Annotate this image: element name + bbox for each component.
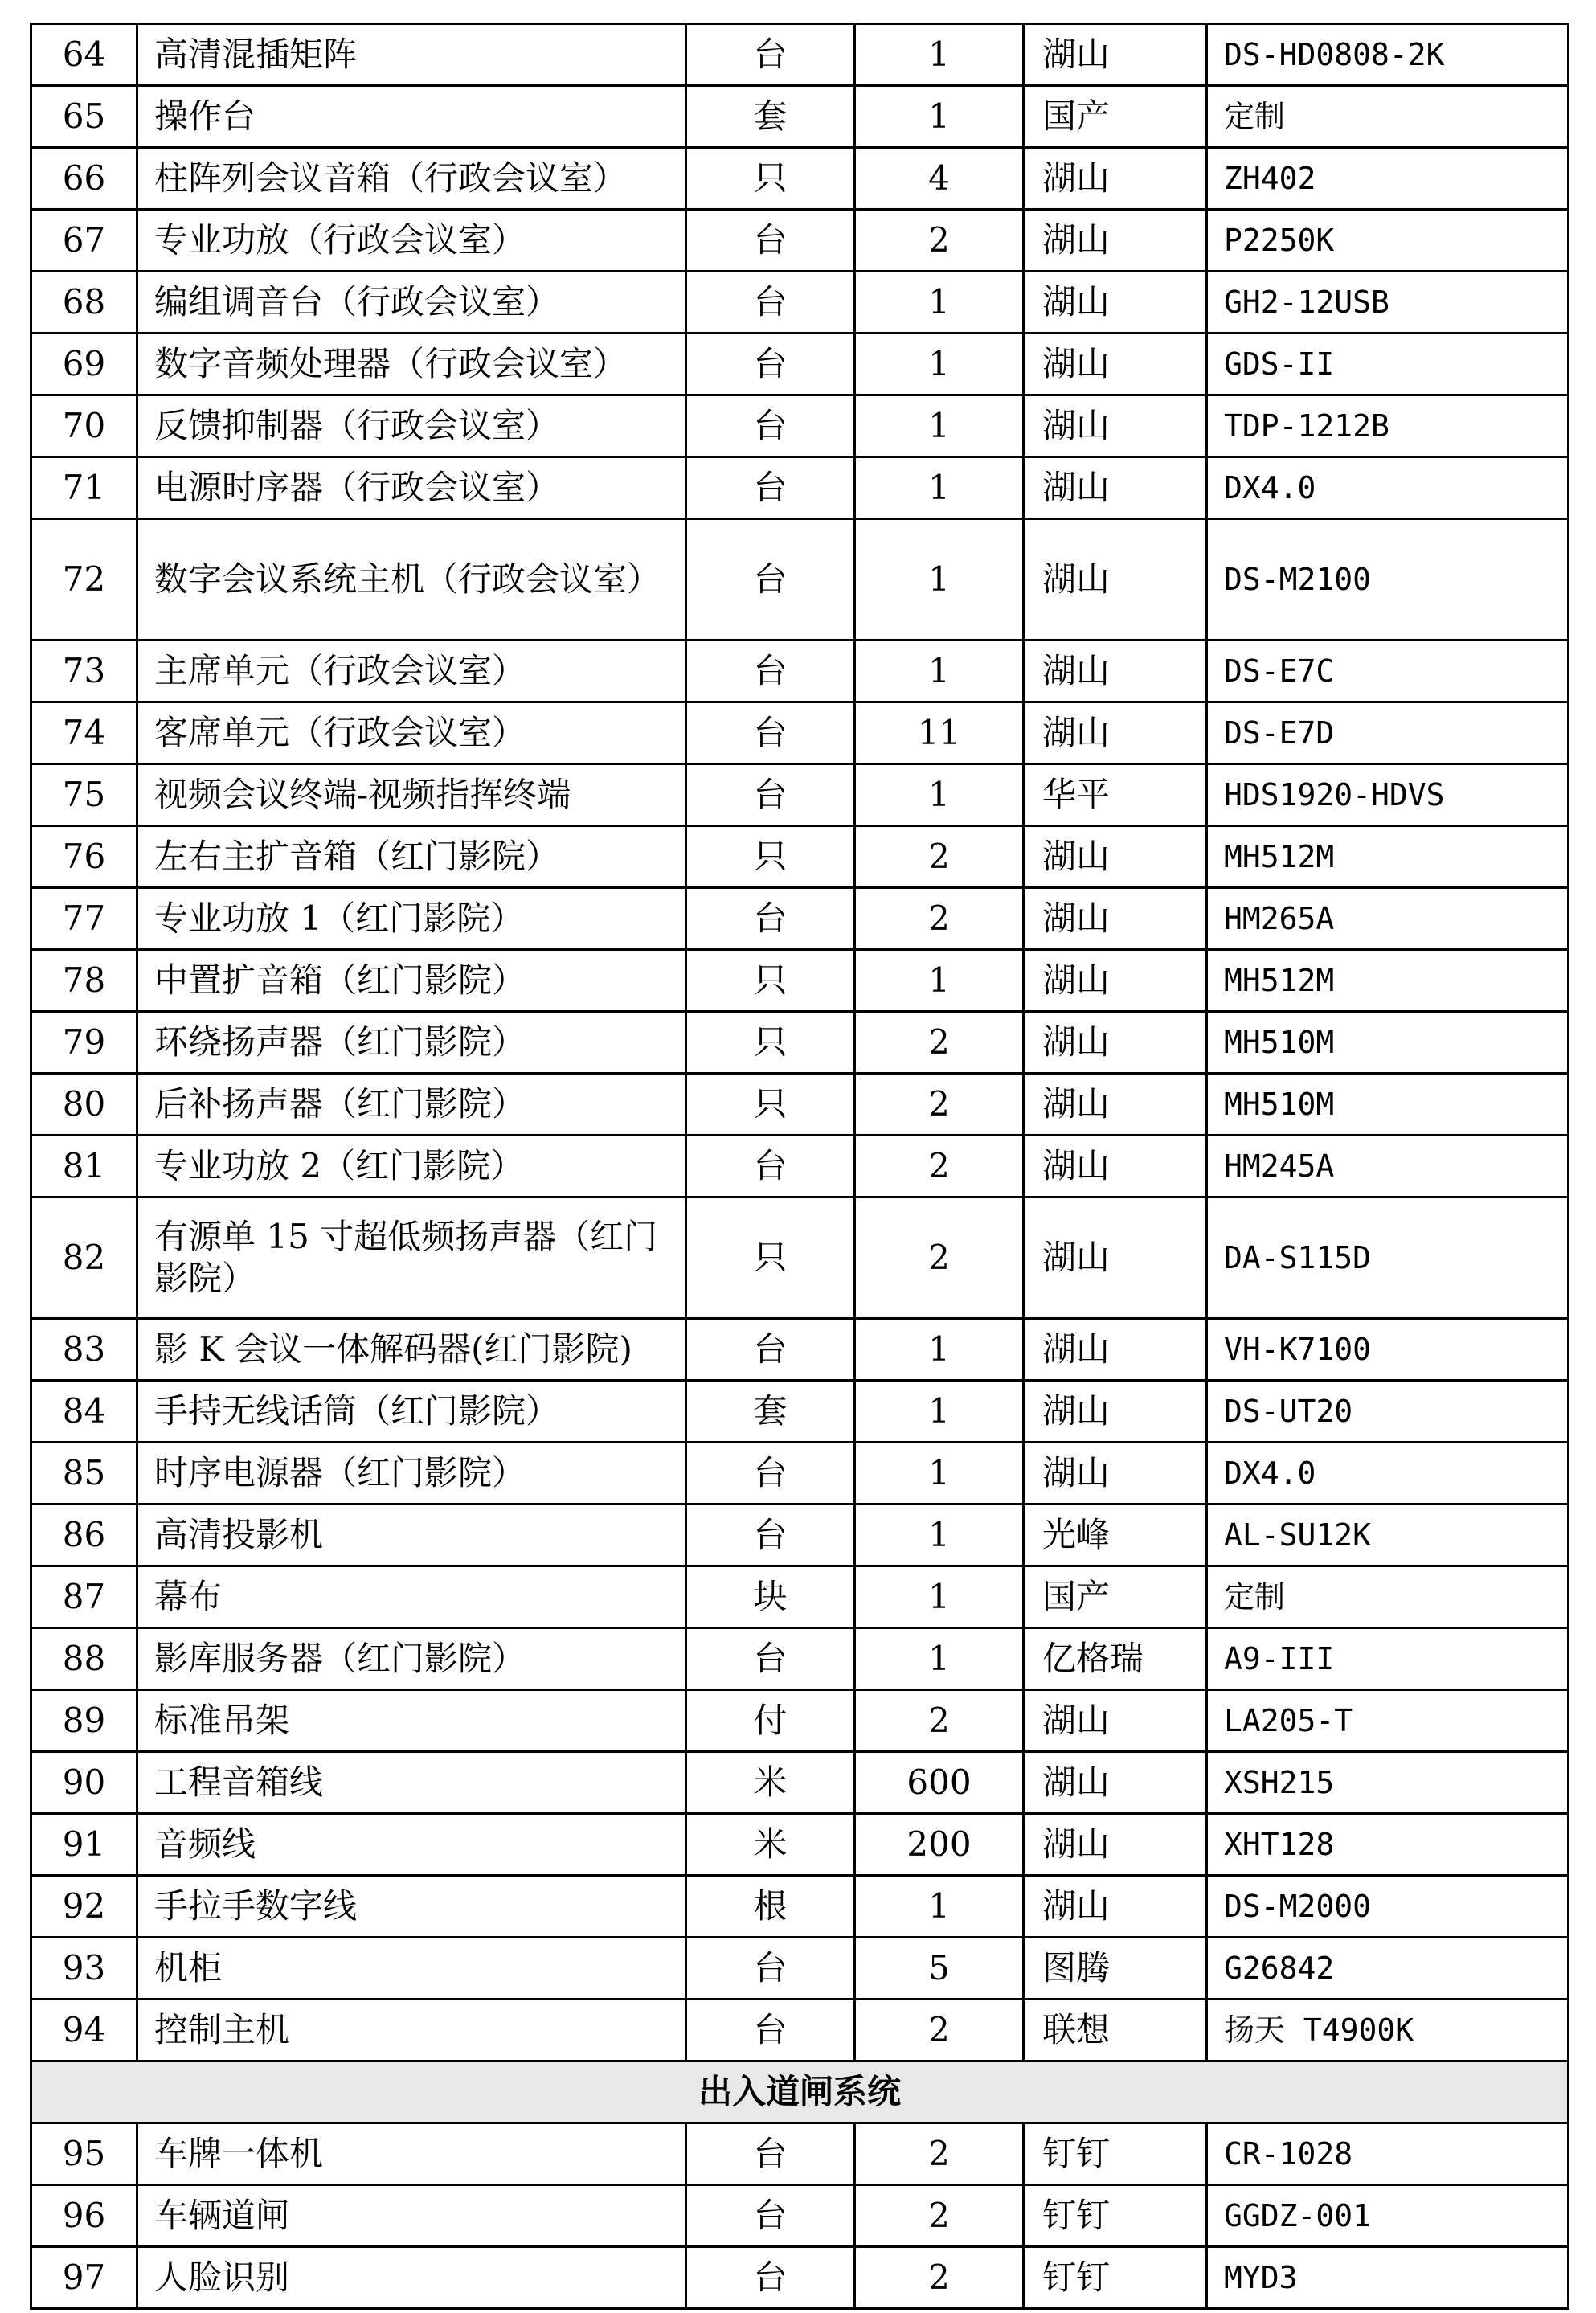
table-row	[31, 1504, 1569, 1566]
table-row	[31, 1876, 1569, 1938]
table-row	[31, 210, 1569, 272]
item-name: 专业功放 2（红门影院）	[137, 1136, 686, 1197]
table-row	[31, 334, 1569, 395]
item-brand: 湖山	[1024, 1012, 1207, 1074]
table-row	[31, 2000, 1569, 2061]
item-brand: 图腾	[1024, 1938, 1207, 2000]
item-brand: 湖山	[1024, 1814, 1207, 1876]
item-model: 定制	[1207, 1566, 1569, 1628]
item-quantity: 1	[855, 1443, 1024, 1504]
item-brand: 湖山	[1024, 1319, 1207, 1381]
table-row	[31, 1197, 1569, 1319]
row-number: 95	[31, 2123, 137, 2185]
item-name: 车辆道闸	[137, 2185, 686, 2247]
item-name: 后补扬声器（红门影院）	[137, 1074, 686, 1136]
item-quantity: 2	[855, 2123, 1024, 2185]
item-brand: 国产	[1024, 86, 1207, 148]
item-model: CR-1028	[1207, 2123, 1569, 2185]
table-row	[31, 1814, 1569, 1876]
row-number: 85	[31, 1443, 137, 1504]
item-unit: 付	[686, 1690, 855, 1752]
item-unit: 块	[686, 1566, 855, 1628]
item-unit: 台	[686, 2185, 855, 2247]
table-row	[31, 1752, 1569, 1814]
item-model: DX4.0	[1207, 1443, 1569, 1504]
item-model: DS-E7C	[1207, 641, 1569, 702]
table-row	[31, 2123, 1569, 2185]
item-brand: 湖山	[1024, 641, 1207, 702]
item-name: 中置扩音箱（红门影院）	[137, 950, 686, 1012]
item-unit: 台	[686, 1443, 855, 1504]
item-quantity: 1	[855, 950, 1024, 1012]
item-unit: 台	[686, 702, 855, 764]
item-model: DS-HD0808-2K	[1207, 24, 1569, 86]
item-unit: 台	[686, 1628, 855, 1690]
item-quantity: 1	[855, 1319, 1024, 1381]
item-unit: 台	[686, 1136, 855, 1197]
item-name: 影库服务器（红门影院）	[137, 1628, 686, 1690]
item-unit: 台	[686, 1938, 855, 2000]
table-row	[31, 1443, 1569, 1504]
item-name: 环绕扬声器（红门影院）	[137, 1012, 686, 1074]
item-brand: 湖山	[1024, 395, 1207, 457]
item-unit: 台	[686, 210, 855, 272]
item-name: 控制主机	[137, 2000, 686, 2061]
table-row	[31, 826, 1569, 888]
item-quantity: 1	[855, 641, 1024, 702]
item-model: DA-S115D	[1207, 1197, 1569, 1319]
item-quantity: 1	[855, 86, 1024, 148]
item-name: 有源单 15 寸超低频扬声器（红门影院）	[137, 1197, 686, 1319]
row-number: 90	[31, 1752, 137, 1814]
item-unit: 台	[686, 888, 855, 950]
item-name: 数字会议系统主机（行政会议室）	[137, 519, 686, 641]
item-quantity: 4	[855, 148, 1024, 210]
item-unit: 台	[686, 1319, 855, 1381]
row-number: 74	[31, 702, 137, 764]
item-unit: 只	[686, 148, 855, 210]
item-brand: 湖山	[1024, 272, 1207, 334]
row-number: 70	[31, 395, 137, 457]
row-number: 84	[31, 1381, 137, 1443]
item-quantity: 1	[855, 457, 1024, 519]
item-quantity: 2	[855, 1012, 1024, 1074]
table-row	[31, 395, 1569, 457]
row-number: 75	[31, 764, 137, 826]
item-name: 车牌一体机	[137, 2123, 686, 2185]
item-unit: 台	[686, 2247, 855, 2309]
item-brand: 湖山	[1024, 1752, 1207, 1814]
row-number: 97	[31, 2247, 137, 2309]
item-model: MH510M	[1207, 1012, 1569, 1074]
row-number: 65	[31, 86, 137, 148]
item-model: 定制	[1207, 86, 1569, 148]
item-brand: 湖山	[1024, 148, 1207, 210]
item-unit: 只	[686, 826, 855, 888]
table-row	[31, 1690, 1569, 1752]
item-model: G26842	[1207, 1938, 1569, 2000]
row-number: 66	[31, 148, 137, 210]
item-quantity: 2	[855, 1074, 1024, 1136]
table-row	[31, 272, 1569, 334]
item-brand: 湖山	[1024, 519, 1207, 641]
item-model: DS-E7D	[1207, 702, 1569, 764]
item-quantity: 2	[855, 210, 1024, 272]
item-brand: 湖山	[1024, 1197, 1207, 1319]
item-model: MYD3	[1207, 2247, 1569, 2309]
row-number: 68	[31, 272, 137, 334]
row-number: 91	[31, 1814, 137, 1876]
item-name: 主席单元（行政会议室）	[137, 641, 686, 702]
item-model: A9-III	[1207, 1628, 1569, 1690]
table-row	[31, 519, 1569, 641]
table-row	[31, 1938, 1569, 2000]
row-number: 73	[31, 641, 137, 702]
item-name: 视频会议终端-视频指挥终端	[137, 764, 686, 826]
item-brand: 湖山	[1024, 1690, 1207, 1752]
item-name: 时序电源器（红门影院）	[137, 1443, 686, 1504]
item-model: XHT128	[1207, 1814, 1569, 1876]
row-number: 79	[31, 1012, 137, 1074]
row-number: 93	[31, 1938, 137, 2000]
item-brand: 华平	[1024, 764, 1207, 826]
row-number: 96	[31, 2185, 137, 2247]
table-body-after	[31, 2123, 1569, 2309]
item-quantity: 5	[855, 1938, 1024, 2000]
item-name: 高清投影机	[137, 1504, 686, 1566]
item-quantity: 1	[855, 24, 1024, 86]
row-number: 89	[31, 1690, 137, 1752]
item-unit: 套	[686, 1381, 855, 1443]
item-model: XSH215	[1207, 1752, 1569, 1814]
item-unit: 台	[686, 1504, 855, 1566]
item-unit: 米	[686, 1752, 855, 1814]
row-number: 72	[31, 519, 137, 641]
row-number: 71	[31, 457, 137, 519]
item-quantity: 2	[855, 826, 1024, 888]
item-model: ZH402	[1207, 148, 1569, 210]
item-unit: 根	[686, 1876, 855, 1938]
item-brand: 湖山	[1024, 702, 1207, 764]
item-brand: 湖山	[1024, 334, 1207, 395]
table-row	[31, 24, 1569, 86]
table-row	[31, 148, 1569, 210]
item-brand: 亿格瑞	[1024, 1628, 1207, 1690]
item-quantity: 2	[855, 2000, 1024, 2061]
item-name: 音频线	[137, 1814, 686, 1876]
item-model: GH2-12USB	[1207, 272, 1569, 334]
item-unit: 台	[686, 519, 855, 641]
item-model: AL-SU12K	[1207, 1504, 1569, 1566]
item-name: 影 K 会议一体解码器(红门影院)	[137, 1319, 686, 1381]
item-quantity: 2	[855, 1197, 1024, 1319]
item-quantity: 1	[855, 1566, 1024, 1628]
table-row	[31, 1319, 1569, 1381]
item-unit: 台	[686, 2000, 855, 2061]
row-number: 78	[31, 950, 137, 1012]
item-unit: 台	[686, 334, 855, 395]
item-brand: 湖山	[1024, 888, 1207, 950]
item-brand: 湖山	[1024, 24, 1207, 86]
table-section	[31, 2061, 1569, 2123]
item-name: 人脸识别	[137, 2247, 686, 2309]
item-name: 专业功放（行政会议室）	[137, 210, 686, 272]
item-model: TDP-1212B	[1207, 395, 1569, 457]
item-quantity: 1	[855, 1876, 1024, 1938]
item-brand: 湖山	[1024, 1136, 1207, 1197]
item-name: 反馈抑制器（行政会议室）	[137, 395, 686, 457]
item-brand: 湖山	[1024, 210, 1207, 272]
table-row	[31, 1381, 1569, 1443]
row-number: 64	[31, 24, 137, 86]
item-unit: 台	[686, 641, 855, 702]
item-unit: 台	[686, 764, 855, 826]
row-number: 77	[31, 888, 137, 950]
table-row	[31, 1136, 1569, 1197]
item-unit: 台	[686, 395, 855, 457]
item-name: 左右主扩音箱（红门影院）	[137, 826, 686, 888]
item-name: 高清混插矩阵	[137, 24, 686, 86]
item-quantity: 2	[855, 1690, 1024, 1752]
item-name: 操作台	[137, 86, 686, 148]
item-quantity: 1	[855, 1381, 1024, 1443]
item-quantity: 2	[855, 1136, 1024, 1197]
item-model: P2250K	[1207, 210, 1569, 272]
item-brand: 湖山	[1024, 1443, 1207, 1504]
row-number: 94	[31, 2000, 137, 2061]
item-model: DX4.0	[1207, 457, 1569, 519]
item-unit: 台	[686, 2123, 855, 2185]
item-unit: 台	[686, 272, 855, 334]
item-name: 手持无线话筒（红门影院）	[137, 1381, 686, 1443]
item-name: 工程音箱线	[137, 1752, 686, 1814]
table-row	[31, 2247, 1569, 2309]
table-row	[31, 1012, 1569, 1074]
item-name: 专业功放 1（红门影院）	[137, 888, 686, 950]
row-number: 69	[31, 334, 137, 395]
item-quantity: 200	[855, 1814, 1024, 1876]
row-number: 86	[31, 1504, 137, 1566]
item-quantity: 2	[855, 2247, 1024, 2309]
item-quantity: 1	[855, 1504, 1024, 1566]
item-brand: 湖山	[1024, 826, 1207, 888]
item-name: 幕布	[137, 1566, 686, 1628]
item-model: HDS1920-HDVS	[1207, 764, 1569, 826]
item-brand: 湖山	[1024, 1074, 1207, 1136]
row-number: 92	[31, 1876, 137, 1938]
table-row	[31, 1628, 1569, 1690]
item-quantity: 1	[855, 519, 1024, 641]
item-unit: 只	[686, 1074, 855, 1136]
table-row	[31, 1074, 1569, 1136]
table-row	[31, 950, 1569, 1012]
item-name: 机柜	[137, 1938, 686, 2000]
table-row	[31, 2185, 1569, 2247]
item-unit: 套	[686, 86, 855, 148]
section-title: 出入道闸系统	[31, 2061, 1569, 2123]
item-unit: 只	[686, 1197, 855, 1319]
item-name: 标准吊架	[137, 1690, 686, 1752]
item-model: 扬天 T4900K	[1207, 2000, 1569, 2061]
item-model: MH512M	[1207, 826, 1569, 888]
row-number: 67	[31, 210, 137, 272]
item-brand: 联想	[1024, 2000, 1207, 2061]
item-model: MH510M	[1207, 1074, 1569, 1136]
row-number: 87	[31, 1566, 137, 1628]
item-name: 手拉手数字线	[137, 1876, 686, 1938]
row-number: 76	[31, 826, 137, 888]
item-quantity: 1	[855, 395, 1024, 457]
table-row	[31, 764, 1569, 826]
row-number: 80	[31, 1074, 137, 1136]
row-number: 83	[31, 1319, 137, 1381]
item-quantity: 1	[855, 334, 1024, 395]
item-unit: 只	[686, 1012, 855, 1074]
item-unit: 米	[686, 1814, 855, 1876]
item-brand: 钉钉	[1024, 2185, 1207, 2247]
item-model: DS-UT20	[1207, 1381, 1569, 1443]
item-model: MH512M	[1207, 950, 1569, 1012]
item-quantity: 2	[855, 2185, 1024, 2247]
section-row	[31, 2061, 1569, 2123]
item-name: 柱阵列会议音箱（行政会议室）	[137, 148, 686, 210]
item-quantity: 1	[855, 764, 1024, 826]
item-brand: 湖山	[1024, 1381, 1207, 1443]
table-row	[31, 457, 1569, 519]
item-unit: 台	[686, 457, 855, 519]
table-row	[31, 702, 1569, 764]
item-model: DS-M2100	[1207, 519, 1569, 641]
item-name: 电源时序器（行政会议室）	[137, 457, 686, 519]
item-name: 客席单元（行政会议室）	[137, 702, 686, 764]
table-row	[31, 641, 1569, 702]
item-brand: 钉钉	[1024, 2247, 1207, 2309]
item-name: 编组调音台（行政会议室）	[137, 272, 686, 334]
item-model: GGDZ-001	[1207, 2185, 1569, 2247]
item-model: LA205-T	[1207, 1690, 1569, 1752]
item-model: DS-M2000	[1207, 1876, 1569, 1938]
item-quantity: 1	[855, 1628, 1024, 1690]
item-unit: 只	[686, 950, 855, 1012]
equipment-table	[30, 23, 1569, 2310]
item-brand: 钉钉	[1024, 2123, 1207, 2185]
item-model: HM265A	[1207, 888, 1569, 950]
item-brand: 湖山	[1024, 1876, 1207, 1938]
table-row	[31, 888, 1569, 950]
item-brand: 国产	[1024, 1566, 1207, 1628]
row-number: 82	[31, 1197, 137, 1319]
item-brand: 湖山	[1024, 950, 1207, 1012]
item-quantity: 11	[855, 702, 1024, 764]
row-number: 81	[31, 1136, 137, 1197]
table-row	[31, 1566, 1569, 1628]
item-quantity: 1	[855, 272, 1024, 334]
row-number: 88	[31, 1628, 137, 1690]
item-brand: 光峰	[1024, 1504, 1207, 1566]
table-row	[31, 86, 1569, 148]
table-body-before	[31, 24, 1569, 2061]
item-quantity: 2	[855, 888, 1024, 950]
item-brand: 湖山	[1024, 457, 1207, 519]
item-model: HM245A	[1207, 1136, 1569, 1197]
item-model: VH-K7100	[1207, 1319, 1569, 1381]
item-model: GDS-II	[1207, 334, 1569, 395]
item-name: 数字音频处理器（行政会议室）	[137, 334, 686, 395]
item-unit: 台	[686, 24, 855, 86]
item-quantity: 600	[855, 1752, 1024, 1814]
